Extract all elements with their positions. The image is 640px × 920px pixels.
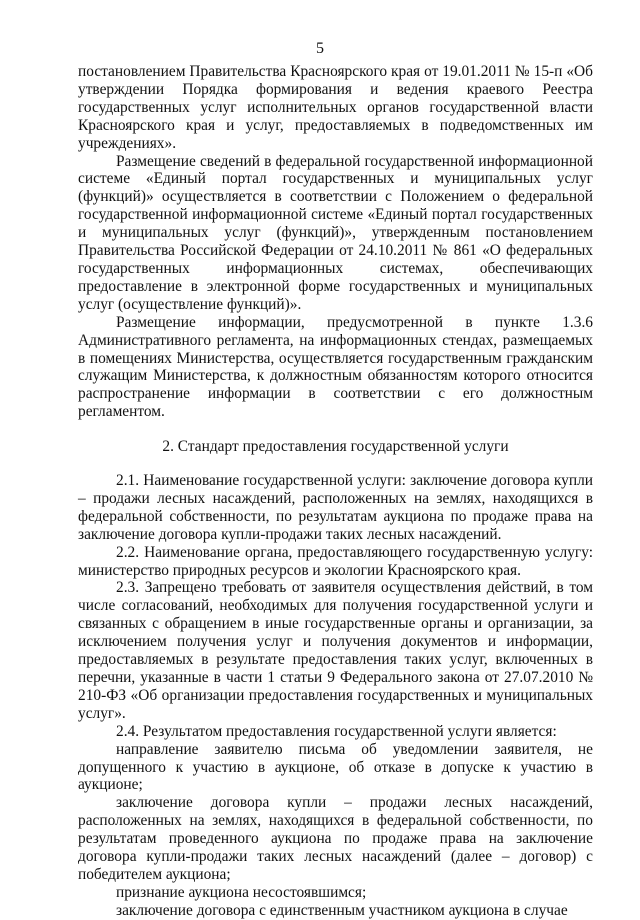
paragraph-2-3: 2.3. Запрещено требовать от заявителя осуществления действий, в том числе согласований, необходимых для получения государственной услуги и связанных с обращением в иные государственные органы и организации, за исключением получения услуг и получения документов и информации, предоставляемых в результате предоставления таких услуг, включенных в перечни, указанные в части 1 статьи 9 Федерального закона от 27.07.2010 № 210-ФЗ «Об организации предоставления государственных и муниципальных услуг». — [78, 579, 593, 722]
paragraph-unified-portal: Размещение сведений в федеральной государственной информационной системе «Единый портал государственных и муниципальных услуг (функций)» осуществляется в соответствии с Положением о федеральной государственной информационной системе «Единый портал государственных и муниципальных услуг (функций)», утвержденным постановлением Правительства Российской Федерации от 24.10.2011 № 861 «О федеральных государственных информационных системах, обеспечивающих предоставление в электронной форме государственных и муниципальных услуг (осуществление функций)». — [78, 152, 593, 313]
page-number: 5 — [316, 40, 324, 57]
document-body — [78, 63, 593, 920]
result-item-contract: заключение договора купли – продажи лесных насаждений, расположенных на землях, находящихся в федеральной собственности, по результатам проведенного аукциона по продаже права на заключение договора купли-продажи таких лесных насаждений (далее – договор) с победителем аукциона; — [78, 794, 593, 883]
result-item-single-participant: заключение договора с единственным участником аукциона в случае — [116, 901, 568, 919]
paragraph-info-stands: Размещение информации, предусмотренной в пункте 1.3.6 Административного регламента, на информационных стендах, размещаемых в помещениях Министерства, осуществляется государственным гражданским служащим Министерства, к должностным обязанностям которого относится распространение информации в соответствии с его должностным регламентом. — [78, 313, 593, 421]
paragraph-2-1: 2.1. Наименование государственной услуги: заключение договора купли – продажи лесных насаждений, расположенных на землях, находящихся в федеральной собственности, по результатам аукциона по продаже права на заключение договора купли-продажи таких лесных насаждений. — [78, 472, 593, 543]
paragraph-2-2: 2.2. Наименование органа, предоставляющего государственную услугу: министерство природных ресурсов и экологии Красноярского края. — [78, 543, 593, 579]
section-heading: 2. Стандарт предоставления государственной услуги — [162, 438, 509, 456]
paragraph-continuation: постановлением Правительства Красноярского края от 19.01.2011 № 15-п «Об утверждении Порядка формирования и ведения краевого Реестра государственных услуг исполнительных органов государственной власти Красноярского края и услуг, предоставляемых в подведомственных им учреждениях». — [78, 63, 593, 152]
result-item-notification: направление заявителю письма об уведомлении заявителя, не допущенного к участию в аукционе, об отказе в допуске к участию в аукционе; — [78, 740, 593, 794]
result-item-failed-auction: признание аукциона несостоявшимся; — [116, 883, 367, 901]
paragraph-2-4: 2.4. Результатом предоставления государственной услуги является: — [116, 722, 557, 740]
